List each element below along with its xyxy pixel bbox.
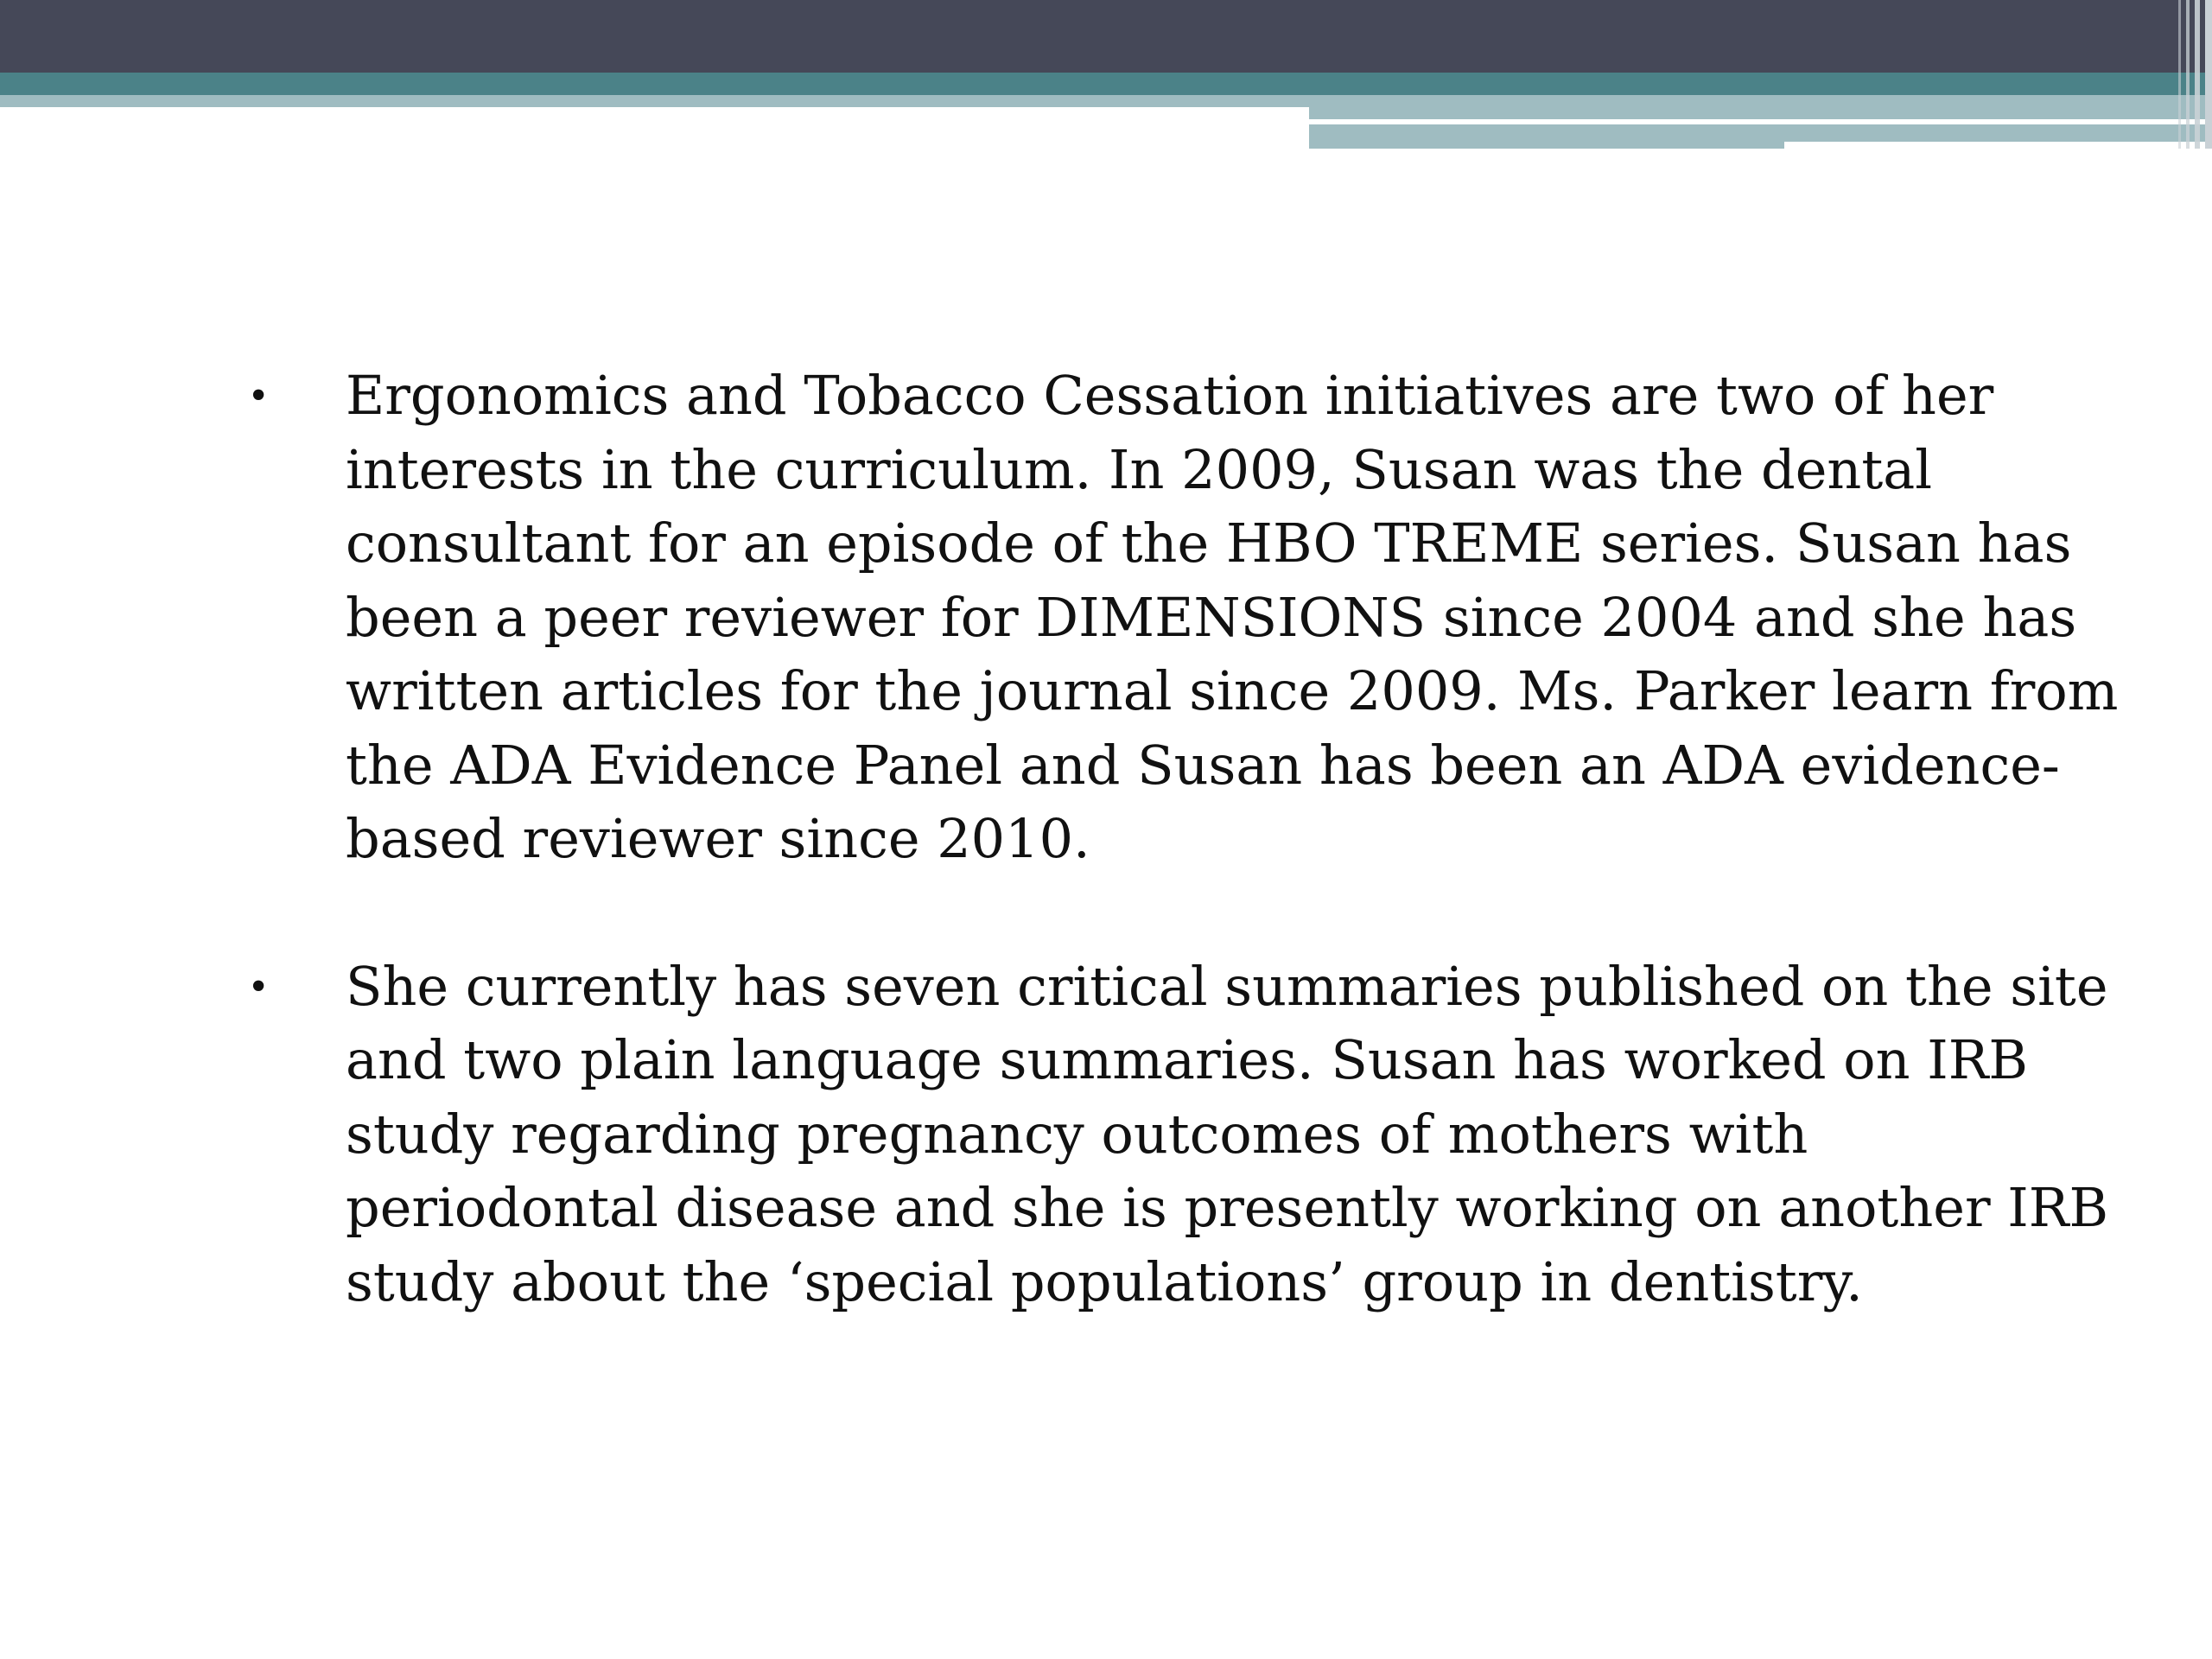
header-band-dark [0, 0, 2212, 73]
header-right-stripes [2143, 0, 2212, 149]
bullet-marker: • [251, 961, 267, 1011]
stripe [2186, 0, 2190, 149]
slide-body [251, 359, 2134, 1392]
stripe [2195, 0, 2200, 149]
header-band-light-right [1309, 95, 2212, 119]
stripe [2178, 0, 2181, 149]
header-band-light-left [0, 95, 1309, 107]
bullet-text: She currently has seven critical summaries published on the site and two plain language summaries. Susan has worked on IRB study regarding pregnancy outcomes of mothers with periodontal disease and she is presently working on another IRB study about the ‘special populations’ group in dentistry. [346, 954, 2109, 1313]
header-band-teal [0, 73, 2212, 95]
bullet-item [251, 359, 2134, 876]
stripe [2205, 0, 2212, 149]
bullet-item [251, 950, 2134, 1319]
bullet-marker: • [251, 371, 267, 420]
bullet-text: Ergonomics and Tobacco Cessation initiatives are two of her interests in the curriculum. In 2009, Susan was the dental consultant for an episode of the HBO TREME series. Susan has been a peer reviewer for DIMENSIONS since 2004 and she has written articles for the journal since 2009. Ms. Parker learn from the ADA Evidence Panel and Susan has been an ADA evidence-based reviewer since 2010. [346, 364, 2119, 870]
